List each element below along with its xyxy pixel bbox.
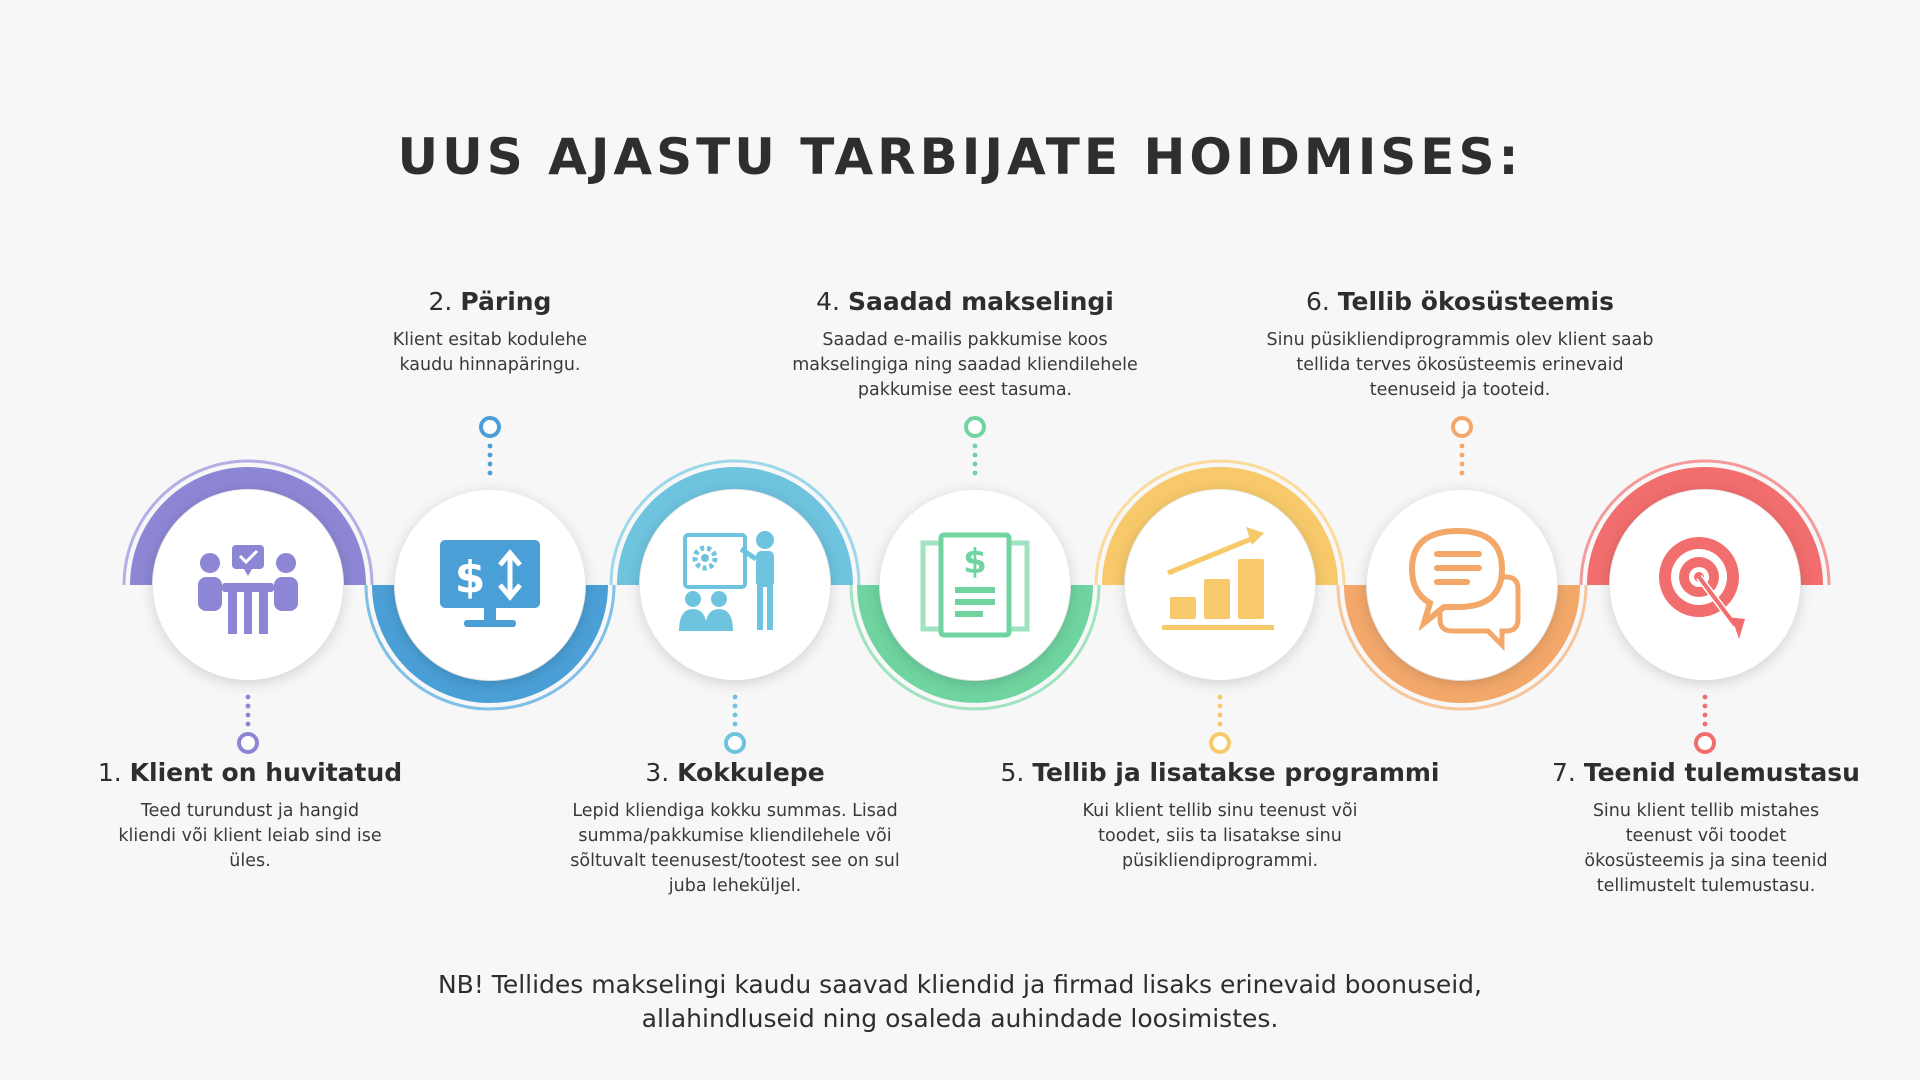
step-6-number: 6. (1305, 287, 1330, 316)
step-2-connector-dot (488, 453, 493, 458)
step-1-connector-dot (246, 722, 251, 727)
step-5-connector (1211, 695, 1229, 752)
step-6-connector-dot (1460, 462, 1465, 467)
step-6-connector-dot (1460, 453, 1465, 458)
step-7-connector-dot (1703, 713, 1708, 718)
step-5-text (980, 758, 1460, 874)
step-4-number: 4. (816, 287, 840, 316)
step-7-connector-node (1696, 734, 1714, 752)
footnote: NB! Tellides makselingi kaudu saavad kliendid ja firmad lisaks erinevaid boonuseid, allahindluseid ning osaleda auhindade loosimistes. (437, 970, 1483, 1033)
step-7-connector-dot (1703, 722, 1708, 727)
step-1-connector-dot (246, 704, 251, 709)
step-3-name: Kokkulepe (677, 758, 825, 787)
step-6-connector-node (1453, 418, 1471, 436)
step-7-text (1506, 758, 1906, 899)
step-2-text (290, 287, 690, 378)
step-6-connector-dot (1460, 471, 1465, 476)
step-3-connector-dot (733, 713, 738, 718)
step-7-description: Sinu klient tellib mistahes teenust või toodet ökosüsteemis ja sina teenid tellimustelt tulemustasu. (1584, 801, 1828, 896)
step-2-name: Päring (460, 287, 552, 316)
step-1-text (50, 758, 450, 874)
step-1-connector (239, 695, 257, 752)
step-2-connector-dot (488, 444, 493, 449)
svg-text:$: $ (454, 552, 486, 603)
step-3-number: 3. (645, 758, 670, 787)
step-5-description: Kui klient tellib sinu teenust või toodet, siis ta lisatakse sinu püsikliendiprogrammi. (1082, 801, 1358, 871)
step-5-name: Tellib ja lisatakse programmi (1032, 758, 1440, 787)
step-6-name: Tellib ökosüsteemis (1337, 287, 1615, 316)
step-4-description: Saadad e-mailis pakkumise koos makselingiga ning saadad kliendilehele pakkumise eest tasuma. (792, 330, 1138, 400)
step-4-connector (966, 418, 984, 475)
step-5-heading (980, 758, 1460, 787)
step-4-connector-dot (973, 462, 978, 467)
step-5-connector-dot (1218, 722, 1223, 727)
invoice-icon (923, 535, 1027, 635)
step-2-connector (481, 418, 499, 475)
step-6-connector-dot (1460, 444, 1465, 449)
step-2-number: 2. (428, 287, 453, 316)
step-3-description: Lepid kliendiga kokku summas. Lisad summa/pakkumise kliendilehele või sõltuvalt teenusest/tootest see on sul juba leheküljel. (570, 801, 900, 896)
step-4-text (745, 287, 1185, 403)
step-5-connector-node (1211, 734, 1229, 752)
step-5-connector-dot (1218, 713, 1223, 718)
step-7-name: Teenid tulemustasu (1583, 758, 1860, 787)
step-4-connector-dot (973, 453, 978, 458)
step-5-connector-dot (1218, 695, 1223, 700)
step-3-connector-dot (733, 695, 738, 700)
step-2-heading (290, 287, 690, 316)
step-6-connector (1453, 418, 1471, 475)
step-1-number: 1. (97, 758, 122, 787)
step-6-text (1240, 287, 1680, 403)
step-6-heading (1240, 287, 1680, 316)
step-5-number: 5. (1000, 758, 1025, 787)
step-3-connector-dot (733, 722, 738, 727)
step-1-connector-dot (246, 695, 251, 700)
step-1-heading (50, 758, 450, 787)
step-7-number: 7. (1552, 758, 1576, 787)
step-1-description: Teed turundust ja hangid kliendi või klient leiab sind ise üles. (118, 801, 382, 871)
page-title: UUS AJASTU TARBIJATE HOIDMISES: (397, 128, 1523, 186)
step-2-connector-node (481, 418, 499, 436)
step-4-heading (745, 287, 1185, 316)
step-3-connector-node (726, 734, 744, 752)
step-5-connector-dot (1218, 704, 1223, 709)
step-2-connector-dot (488, 471, 493, 476)
step-3-circle (640, 490, 830, 680)
step-2-description: Klient esitab kodulehe kaudu hinnapäringu. (392, 330, 588, 375)
step-3-connector-dot (733, 704, 738, 709)
step-3-connector (726, 695, 744, 752)
step-7-heading (1506, 758, 1906, 787)
step-7-connector-dot (1703, 704, 1708, 709)
step-1-name: Klient on huvitatud (129, 758, 403, 787)
step-6-description: Sinu püsikliendiprogrammis olev klient saab tellida terves ökosüsteemis erinevaid teenuseid ja tooteid. (1266, 330, 1654, 400)
step-3-heading (515, 758, 955, 787)
step-4-name: Saadad makselingi (847, 287, 1114, 316)
step-7-connector-dot (1703, 695, 1708, 700)
step-4-connector-dot (973, 471, 978, 476)
step-1-connector-node (239, 734, 257, 752)
step-3-text (515, 758, 955, 899)
step-1-connector-dot (246, 713, 251, 718)
step-7-connector (1696, 695, 1714, 752)
step-2-connector-dot (488, 462, 493, 467)
step-4-connector-dot (973, 444, 978, 449)
svg-text:$: $ (963, 542, 987, 582)
step-4-connector-node (966, 418, 984, 436)
